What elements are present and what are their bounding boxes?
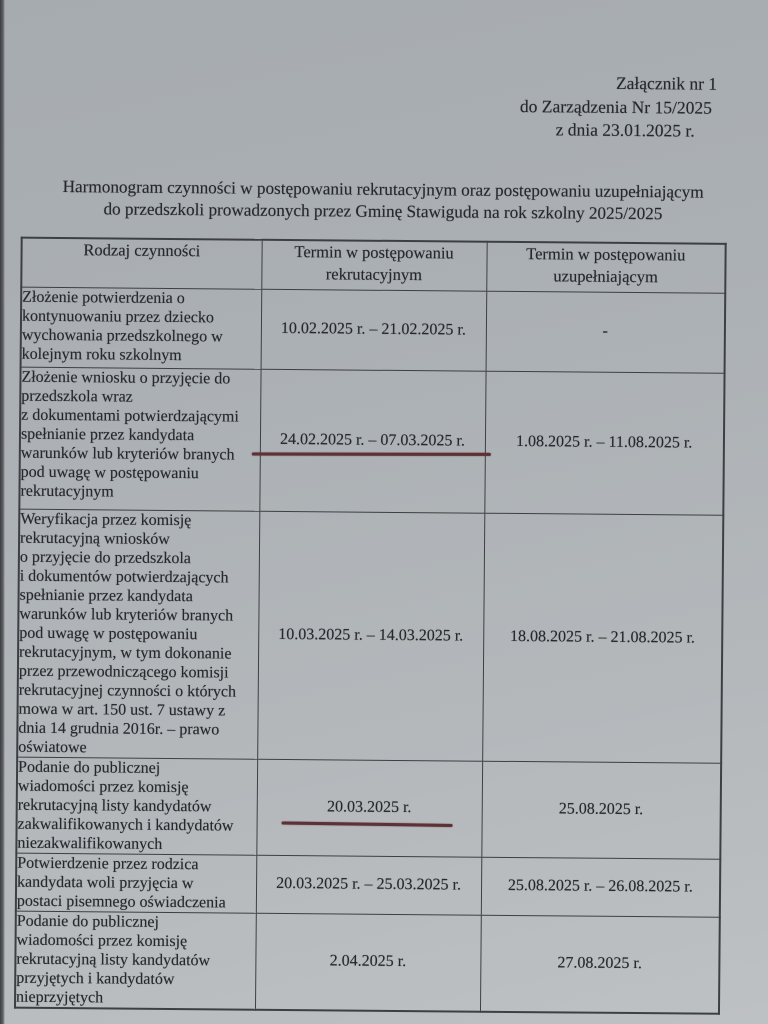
- document-title: Harmonogram czynności w postępowaniu rekrutacyjnym oraz postępowaniu uzupełniającym do przedszkoli prowadzonych przez Gminę Stawiguda na rok szkolny 2025/2025: [62, 177, 704, 223]
- table-row: [21, 287, 726, 373]
- red-underline-annotation: [251, 453, 490, 456]
- activity-cell: Potwierdzenie przez rodzica kandydata woli przyjęcia w postaci pisemnego oświadczenia: [16, 853, 256, 913]
- reference-line: z dnia 23.01.2025 r.: [555, 119, 695, 141]
- supplementary-term-cell: [481, 761, 721, 859]
- column-header-supplementary-term: Termin w postępowaniu uzupełniającym: [486, 242, 725, 293]
- recruitment-term-cell: [257, 511, 484, 761]
- recruitment-term-cell: [261, 289, 487, 371]
- activity-cell: Podanie do publicznej wiadomości przez komisję rekrutacyjną listy kandydatów zakwalifikowanych i kandydatów niezakwalifikowanych: [16, 757, 257, 855]
- date-text: 2.04.2025 r.: [329, 952, 407, 971]
- date-text: 20.03.2025 r.: [326, 798, 412, 817]
- supplementary-term-cell: [480, 915, 720, 1014]
- supplementary-term-cell: [482, 513, 723, 763]
- activity-cell: Złożenie potwierdzenia o kontynuowaniu przez dziecko wychowania przedszkolnego w kolejnym roku szkolnym: [21, 287, 262, 369]
- attachment-reference-block: [520, 71, 718, 143]
- red-underline-annotation: [281, 821, 452, 826]
- table-header-row: [21, 238, 725, 293]
- recruitment-term-cell: [255, 913, 481, 1011]
- supplementary-term-cell: [481, 857, 720, 917]
- date-text: 18.08.2025 r. – 21.08.2025 r.: [509, 627, 696, 647]
- schedule-table: [14, 237, 727, 1015]
- reference-line: Załącznik nr 1: [615, 72, 718, 94]
- column-header-activity: Rodzaj czynności: [21, 238, 261, 289]
- supplementary-term-cell: [484, 371, 724, 515]
- recruitment-term-cell: [256, 855, 481, 915]
- date-text: 20.03.2025 r. – 25.03.2025 r.: [276, 874, 462, 894]
- date-text: 10.02.2025 r. – 21.02.2025 r.: [280, 319, 466, 339]
- date-text: -: [602, 322, 608, 340]
- date-text: 1.08.2025 r. – 11.08.2025 r.: [515, 432, 693, 452]
- reference-line: do Zarządzenia Nr 15/2025: [519, 95, 712, 118]
- activity-cell: Weryfikacja przez komisję rekrutacyjną wniosków o przyjęcie do przedszkola i dokumentów potwierdzających spełnianie przez kandydata warunków lub kryteriów branych pod uwagę w postępowaniu rekrutacyjnym, w tym dokonanie przez przewodniczącego komisji rekrutacyjnej czynności o których mowa w art. 150 ust. 7 ustawy z dnia 14 grudnia 2016r. – prawo oświatowe: [17, 509, 259, 759]
- date-text: 25.08.2025 r.: [558, 800, 644, 819]
- table-row: [16, 757, 721, 859]
- date-text: 10.03.2025 r. – 14.03.2025 r.: [278, 625, 464, 645]
- recruitment-term-cell: [256, 759, 482, 857]
- date-text: 27.08.2025 r.: [557, 954, 642, 973]
- supplementary-term-cell: [486, 291, 726, 373]
- table-row: [15, 911, 720, 1014]
- date-text: 25.08.2025 r. – 26.08.2025 r.: [507, 876, 693, 896]
- activity-cell: Złożenie wniosku o przyjęcie do przedszkola wraz z dokumentami potwierdzającymi spełnianie przez kandydata warunków lub kryteriów branych pod uwagę w postępowaniu rekrutacyjnym: [19, 367, 260, 511]
- activity-cell: Podanie do publicznej wiadomości przez komisję rekrutacyjną listy kandydatów przyjętych i kandydatów nieprzyjętych: [15, 911, 256, 1010]
- column-header-recruitment-term: Termin w postępowaniu rekrutacyjnym: [261, 240, 486, 291]
- recruitment-term-cell: [259, 369, 485, 513]
- table-row: [16, 853, 720, 917]
- date-text: 24.02.2025 r. – 07.03.2025 r.: [279, 430, 465, 450]
- table-row: [17, 509, 723, 763]
- table-row: [19, 367, 724, 515]
